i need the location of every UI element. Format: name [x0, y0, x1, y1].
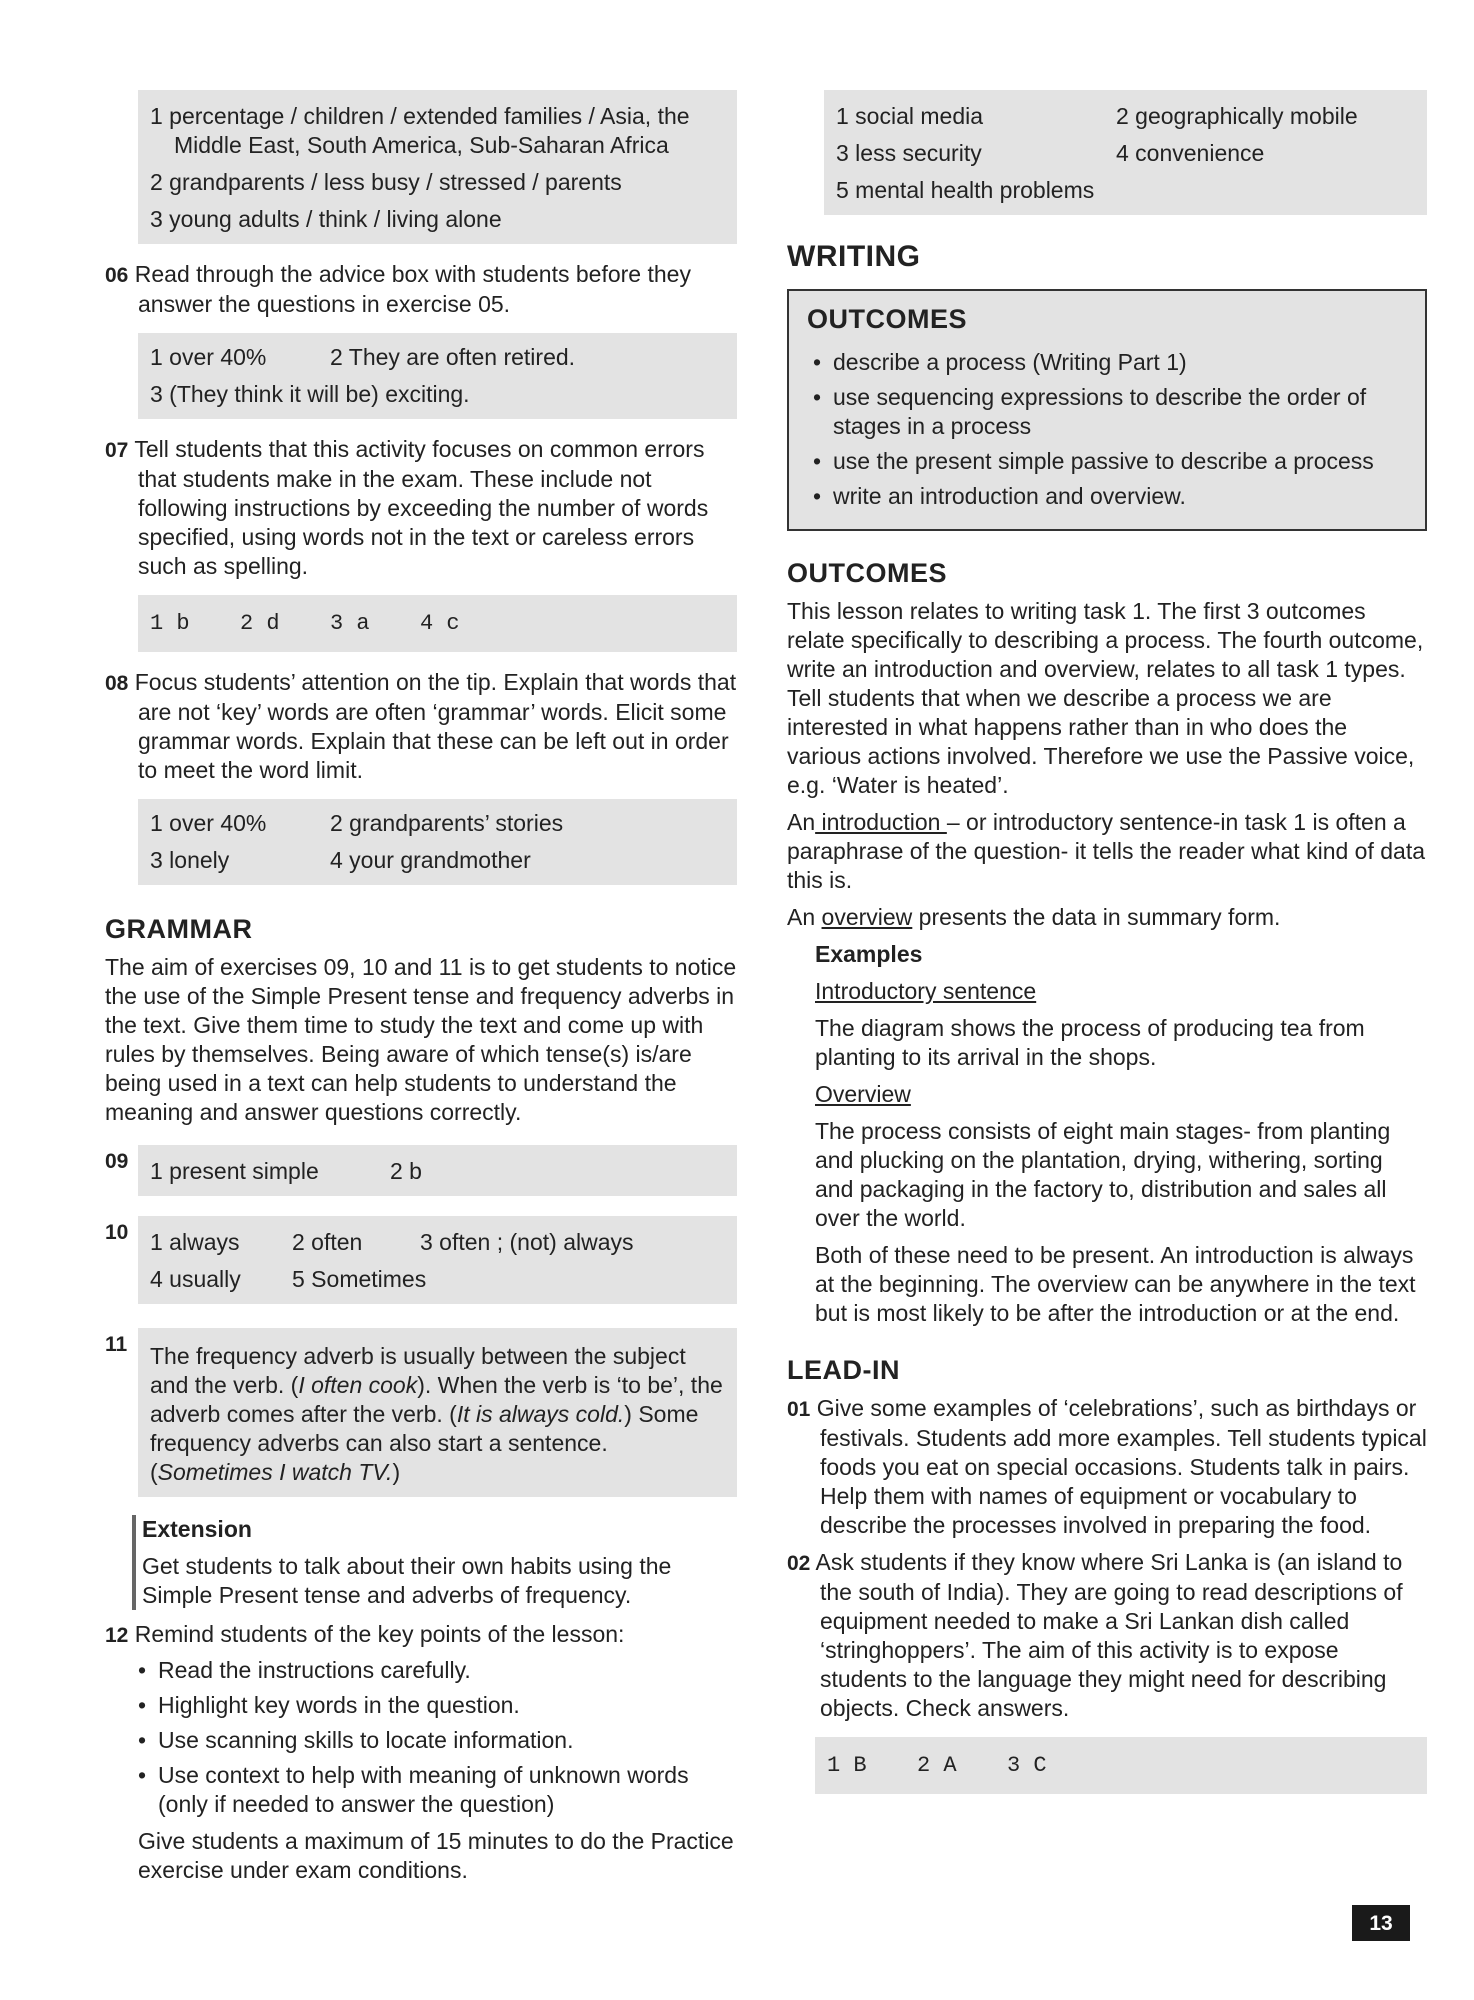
list-item: • use sequencing expressions to describe the order of stages in a process — [813, 383, 1407, 441]
exercise-text: Give some examples of ‘celebrations’, such as birthdays or festivals. Students add more examples. Tell students typical foods you eat on special occasions. Students talk in pairs. Help them with names of equipment or vocabulary to describe the processes involved in preparing the food. — [816, 1395, 1427, 1538]
italic-example: Sometimes I watch TV. — [157, 1459, 393, 1485]
text-run: The frequency adverb is usually between the subject and the verb. ( — [150, 1343, 686, 1398]
answer-box-05 — [138, 90, 737, 244]
grammar-heading: GRAMMAR — [105, 914, 253, 944]
list-item: • use the present simple passive to describe a process — [813, 447, 1407, 476]
extension-title: Extension — [142, 1516, 252, 1542]
exercise-number: 02 — [787, 1552, 811, 1575]
extension-text: Get students to talk about their own habits using the Simple Present tense and adverbs of frequency. — [142, 1553, 672, 1608]
answer-line: 2 grandparents / less busy / stressed / parents — [150, 169, 622, 195]
list-item: • Read the instructions carefully. — [138, 1656, 737, 1685]
outcomes-paragraph: This lesson relates to writing task 1. The first 3 outcomes relate specifically to describing a process. The fourth outcome, write an introduction and overview, relates to all task 1 types. Tell students that when we describe a process we are interested in what happens rather than in who does the various actions involved. Therefore we use the Passive voice, e.g. ‘Water is heated’. — [787, 598, 1424, 798]
answer-item: 2 often — [292, 1229, 363, 1255]
exercise-number: 01 — [787, 1398, 811, 1421]
outcomes-list — [813, 348, 1407, 511]
overview-paragraph — [787, 903, 1427, 932]
underlined-term: introduction — [815, 809, 947, 835]
answer-item: 3 (They think it will be) exciting. — [150, 381, 470, 407]
answer-item: 2 They are often retired. — [330, 344, 576, 370]
answer-box-07 — [138, 595, 737, 652]
text-run: ) Some frequency adverbs can also start a sentence. ( — [150, 1401, 699, 1485]
text-run: ). When the verb is ‘to be’, the adverb comes after the verb. ( — [150, 1372, 723, 1427]
introduction-paragraph — [787, 808, 1427, 895]
examples-title: Examples — [815, 941, 923, 967]
answer-line: 3 young adults / think / living alone — [150, 206, 502, 232]
text-run: An — [787, 809, 816, 835]
list-item: • describe a process (Writing Part 1) — [813, 348, 1407, 377]
answer-box-02 — [815, 1737, 1427, 1794]
answer-box-top-right — [824, 90, 1427, 215]
exercise-text: Remind students of the key points of the lesson: — [134, 1621, 625, 1647]
answer-item: 4 c — [420, 611, 460, 636]
exercise-text: Read through the advice box with students before they answer the questions in exercise 05. — [134, 261, 691, 317]
underlined-term: overview — [821, 904, 913, 930]
intro-example: The diagram shows the process of producing tea from planting to its arrival in the shops. — [815, 1015, 1365, 1070]
leadin-heading: LEAD-IN — [787, 1355, 900, 1385]
outcomes-box — [787, 289, 1427, 531]
answer-box-11 — [138, 1328, 737, 1497]
answer-item: 3 lonely — [150, 847, 230, 873]
answer-item: 4 usually — [150, 1266, 241, 1292]
answer-item: 3 a — [330, 611, 370, 636]
answer-box-11-wrap — [105, 1328, 737, 1497]
list-item: • write an introduction and overview. — [813, 482, 1407, 511]
exercise-12 — [105, 1620, 737, 1650]
answer-item: 1 b — [150, 611, 190, 636]
text-run: presents the data in summary form. — [912, 904, 1281, 930]
answer-item: 2 d — [240, 611, 280, 636]
answer-item: 2 grandparents’ stories — [330, 810, 564, 836]
both-text: Both of these need to be present. An introduction is always at the beginning. The overview can be anywhere in the text but is most likely to be after the introduction or at the end. — [815, 1242, 1416, 1326]
grammar-text: The aim of exercises 09, 10 and 11 is to get students to notice the use of the Simple Present tense and frequency adverbs in the text. Give them time to study the text and come up with rules by themselves. Being aware of which tense(s) is/are being used in a text can help students to understand the meaning and answer questions correctly. — [105, 954, 737, 1125]
answer-item: 1 over 40% — [150, 344, 267, 370]
left-column — [105, 90, 737, 1893]
answer-item: 1 B — [827, 1753, 867, 1778]
exercise-number: 06 — [105, 264, 129, 287]
extension-box — [132, 1515, 731, 1610]
italic-example: It is always cold. — [456, 1401, 625, 1427]
answer-item: 5 mental health problems — [836, 177, 1095, 203]
outcomes-box-title: OUTCOMES — [807, 304, 968, 334]
answer-item: 3 less security — [836, 140, 982, 166]
answer-item: 1 social media — [836, 103, 984, 129]
answer-item: 4 convenience — [1116, 140, 1265, 166]
text-run: An — [787, 904, 822, 930]
answer-box-08 — [138, 799, 737, 885]
answer-item: 1 present simple — [150, 1158, 319, 1184]
answer-box-09 — [138, 1145, 737, 1196]
answer-item: 1 always — [150, 1229, 240, 1255]
page-number: 13 — [1352, 1905, 1410, 1941]
answer-item: 5 Sometimes — [292, 1266, 427, 1292]
outcomes-heading: OUTCOMES — [787, 558, 948, 588]
answer-box-10-wrap — [105, 1216, 737, 1304]
exercise-text: Ask students if they know where Sri Lanka is (an island to the south of India). They are going to read descriptions of equipment needed to make a Sri Lankan dish called ‘stringhoppers’. The aim of this activity is to expose students to the language they might need for describing objects. Check answers. — [815, 1549, 1403, 1721]
list-item: • Highlight key words in the question. — [138, 1691, 737, 1720]
answer-item: 2 b — [390, 1158, 422, 1184]
exercise-01 — [787, 1394, 1427, 1540]
italic-example: I often cook — [298, 1372, 418, 1398]
exercise-08 — [105, 668, 737, 785]
exercise-text: Tell students that this activity focuses on common errors that students make in the exam. These include not following instructions by exceeding the number of words specified, using words not in the text or careless errors such as spelling. — [134, 436, 709, 579]
closing-text: Give students a maximum of 15 minutes to do the Practice exercise under exam conditions. — [138, 1828, 734, 1883]
exercise-number: 12 — [105, 1624, 129, 1647]
exercise-number: 10 — [105, 1221, 129, 1244]
answer-line: 1 percentage / children / extended families / Asia, the Middle East, South America, Sub-Saharan Africa — [150, 103, 690, 158]
answer-item: 1 over 40% — [150, 810, 267, 836]
right-column — [787, 90, 1427, 1810]
answer-box-10 — [138, 1216, 737, 1304]
text-run: – or introductory sentence-in task 1 is often a paraphrase of the question- it tells the reader what kind of data this is. — [787, 809, 1426, 893]
answer-item: 4 your grandmother — [330, 847, 531, 873]
list-item: • Use context to help with meaning of unknown words (only if needed to answer the question) — [138, 1761, 737, 1819]
exercise-number: 11 — [105, 1333, 128, 1356]
exercise-02 — [787, 1548, 1427, 1723]
answer-text — [150, 1342, 725, 1487]
intro-label: Introductory sentence — [815, 978, 1037, 1004]
answer-box-09-wrap — [105, 1145, 737, 1196]
exercise-number: 08 — [105, 672, 129, 695]
examples-block — [815, 940, 1427, 1328]
answer-item: 2 geographically mobile — [1116, 103, 1358, 129]
exercise-number: 07 — [105, 439, 129, 462]
exercise-text: Focus students’ attention on the tip. Explain that words that are not ‘key’ words are often ‘grammar’ words. Elicit some grammar words. Explain that these can be left out in order to meet the word limit. — [134, 669, 737, 783]
exercise-number: 09 — [105, 1150, 129, 1173]
writing-heading: WRITING — [787, 240, 921, 273]
exercise-07 — [105, 435, 737, 581]
exercise-06 — [105, 260, 737, 319]
answer-box-06 — [138, 333, 737, 419]
overview-label: Overview — [815, 1081, 911, 1107]
answer-item: 3 often ; (not) always — [420, 1229, 634, 1255]
key-points-list — [138, 1656, 737, 1819]
answer-item: 3 C — [1007, 1753, 1047, 1778]
answer-item: 2 A — [917, 1753, 957, 1778]
text-run: ) — [392, 1459, 401, 1485]
overview-example: The process consists of eight main stages- from planting and plucking on the plantation, drying, withering, sorting and packaging in the factory to, distribution and sales all over the world. — [815, 1118, 1391, 1231]
list-item: • Use scanning skills to locate information. — [138, 1726, 737, 1755]
